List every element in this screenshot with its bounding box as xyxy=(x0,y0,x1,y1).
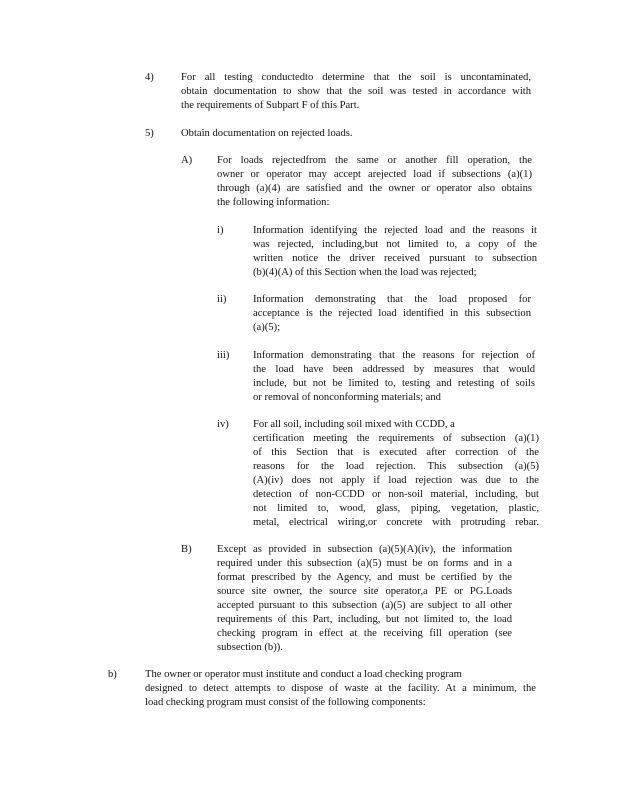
item-label: iii) xyxy=(217,350,230,361)
item-text: Except as provided in subsection (a)(5)(A)(iv), the information required under this subsection (a)(5) must be on forms and in a format prescribed by the Agency, and must be certified by the source site owner, the source site operator,a PE or PG.Loads accepted pursuant to this subsection (a)(5) are subject to all other requirements of this Part, including, but not limited to, the load checking program in effect at the receiving fill operation (see subsection (b)). xyxy=(217,544,512,653)
item-label: B) xyxy=(181,544,192,555)
item-text: For all soil, including soil mixed with CCDD, a certification meeting the requirements of subsection (a)(1) of this Section that is executed after correction of the reasons for the load rejection. This subsection (a)(5) (A)(iv) does not apply if load rejection was due to the detection of non-CCDD or non-soil material, including, but not limited to, wood, glass, piping, vegetation, plastic, metal, electrical wiring,or concrete with protruding rebar. xyxy=(253,419,539,528)
item-text: Obtain documentation on rejected loads. xyxy=(181,128,353,139)
item-label: iv) xyxy=(217,419,229,430)
item-label: 5) xyxy=(145,128,154,139)
item-label: b) xyxy=(108,669,117,680)
item-text: Information identifying the rejected load and the reasons it was rejected, including,but not limited to, a copy of the written notice the driver received pursuant to subsection (b)(4)(A) of this Section when the load was rejected; xyxy=(253,225,537,278)
item-text: Information demonstrating that the reasons for rejection of the load have been addressed by measures that would include, but not be limited to, testing and retesting of soils or removal of nonconforming materials; and xyxy=(253,350,535,403)
item-text: Information demonstrating that the load proposed for acceptance is the rejected load identified in this subsection (a)(5); xyxy=(253,294,531,333)
item-text: For all testing conductedto determine that the soil is uncontaminated, obtain documentation to show that the soil was tested in accordance with the requirements of Subpart F of this Part. xyxy=(181,72,531,111)
item-label: ii) xyxy=(217,294,227,305)
item-label: i) xyxy=(217,225,224,236)
item-label: A) xyxy=(181,155,193,166)
item-label: 4) xyxy=(145,72,154,83)
item-text: For loads rejectedfrom the same or another fill operation, the owner or operator may accept arejected load if subsections (a)(1) through (a)(4) are satisfied and the owner or operator also obtains the following information: xyxy=(217,155,532,208)
item-text: The owner or operator must institute and conduct a load checking program designed to detect attempts to dispose of waste at the facility. At a minimum, the load checking program must consist of the following components: xyxy=(145,669,536,708)
